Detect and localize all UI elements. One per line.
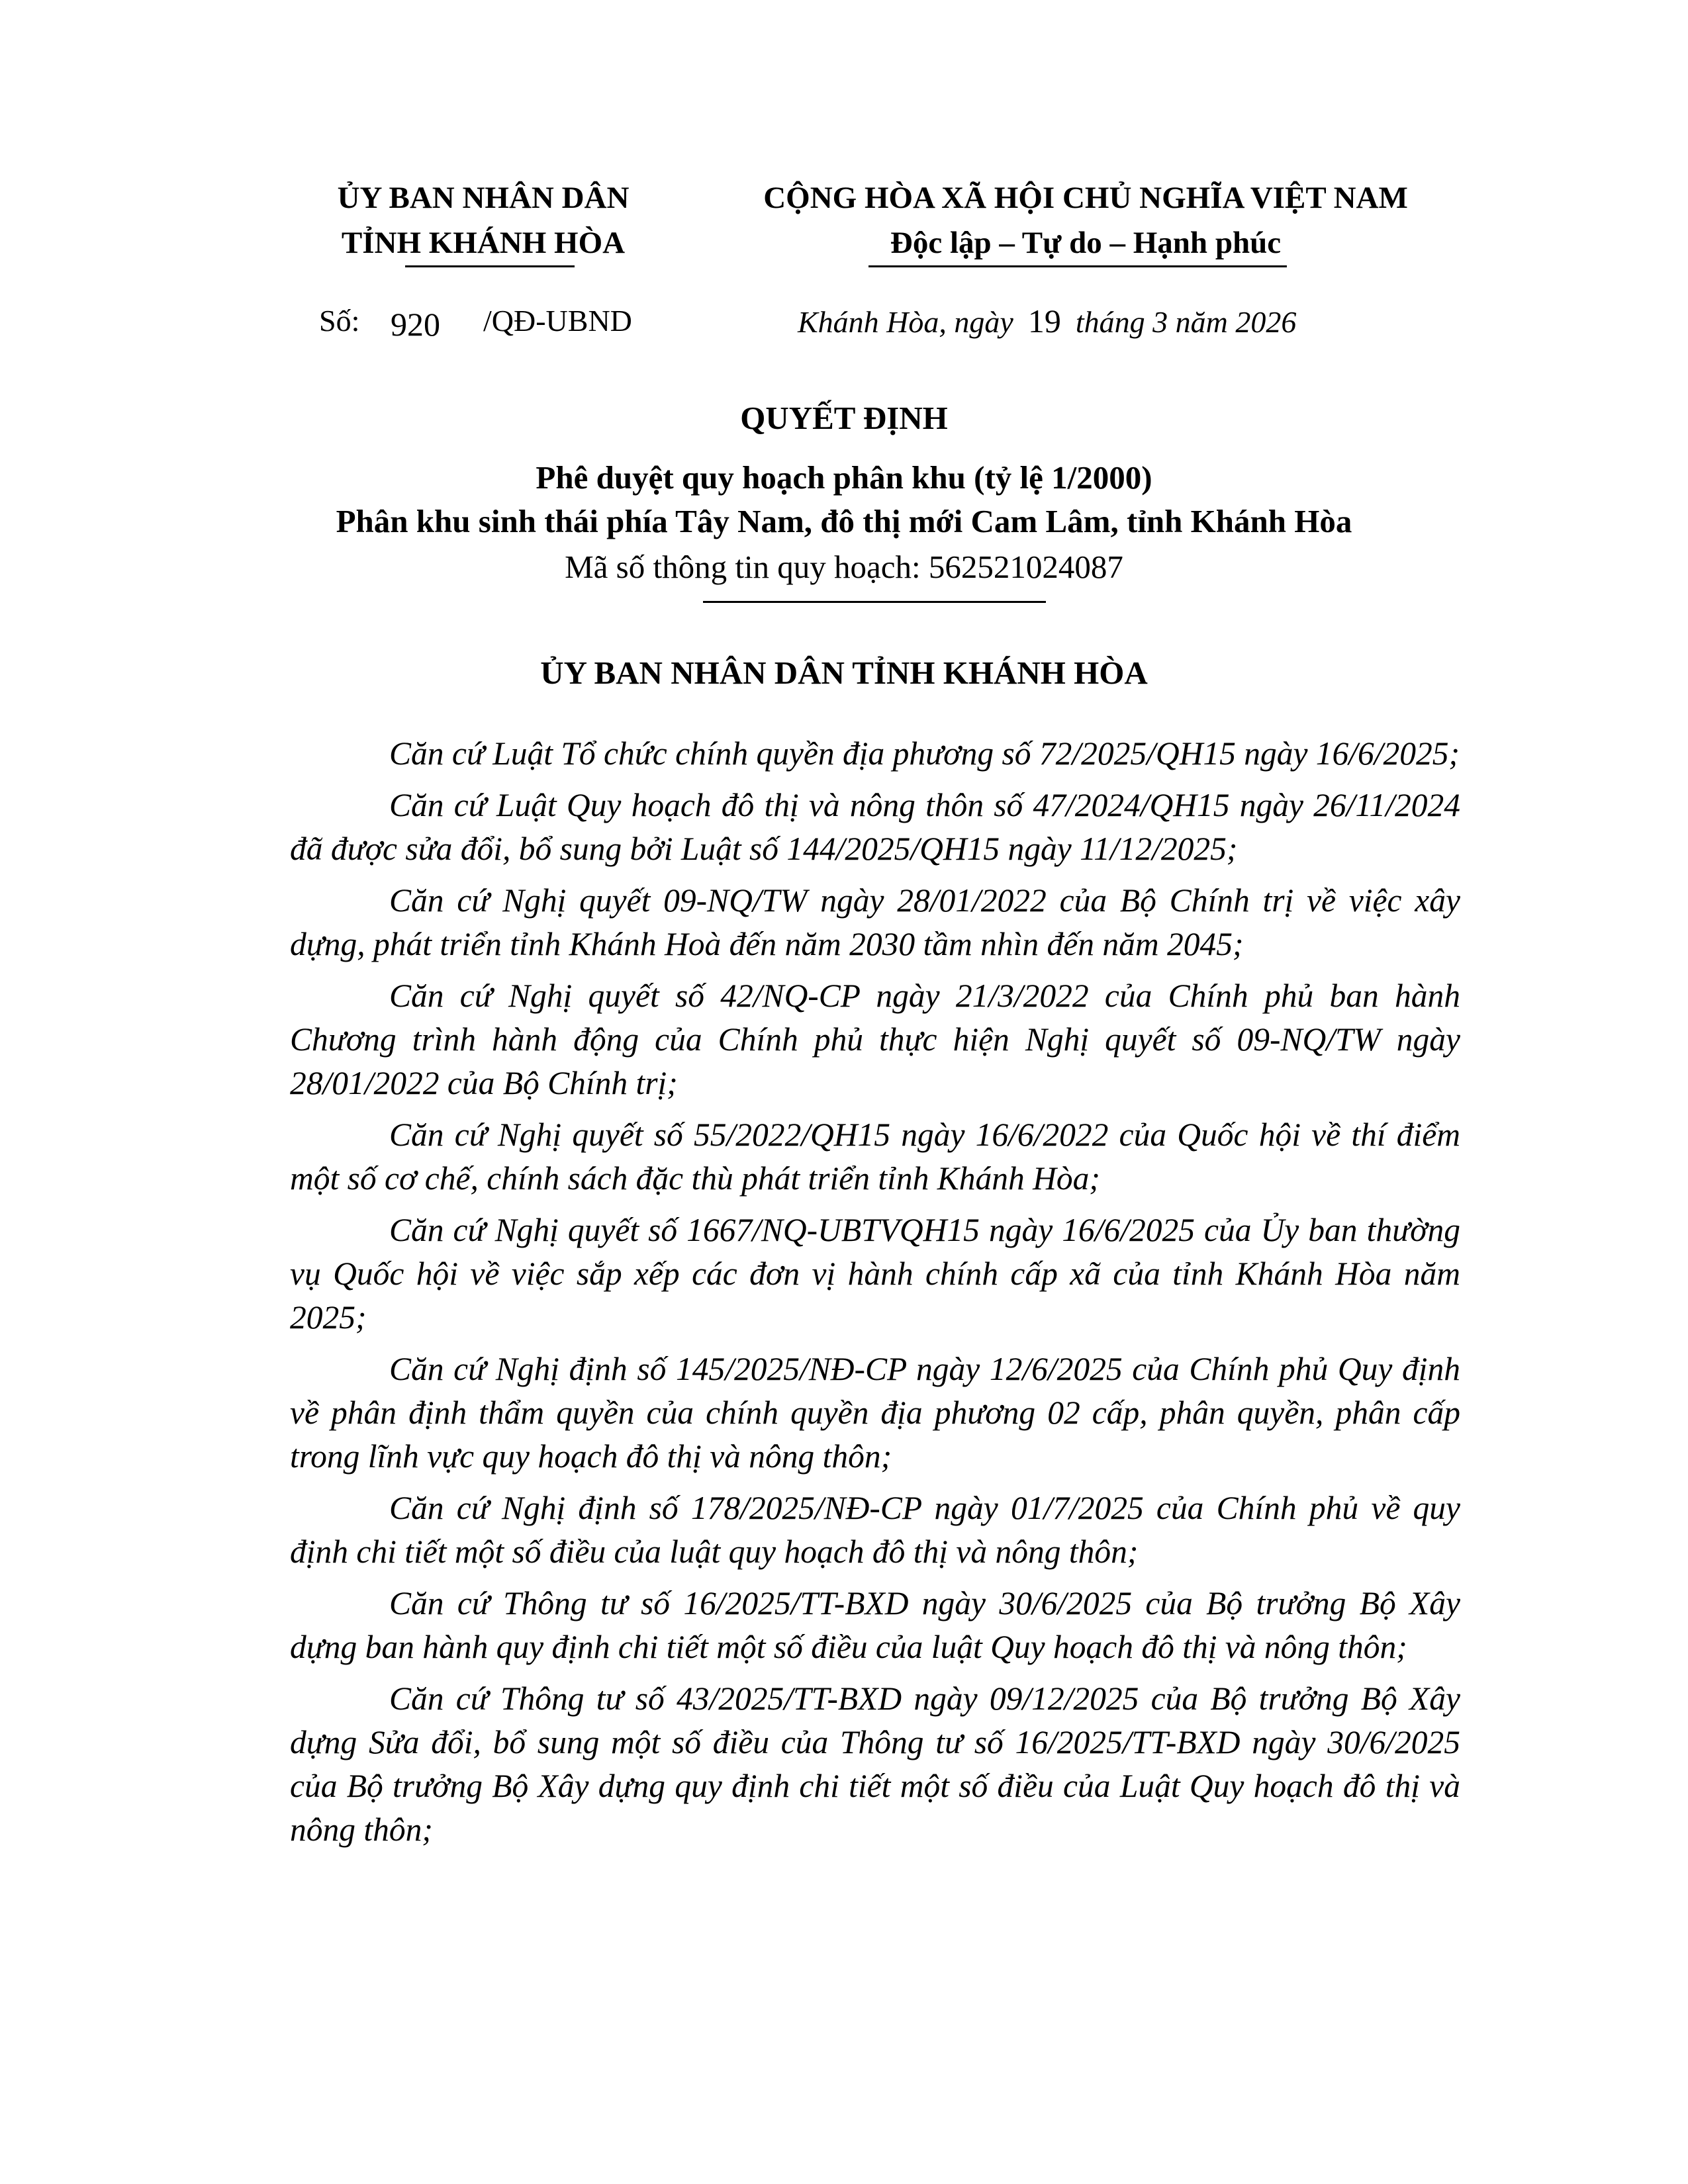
legal-basis-item: Căn cứ Nghị định số 145/2025/NĐ-CP ngày 12/6/2025 của Chính phủ Quy định về phân định thẩm quyền của chính quyền địa phương 02 cấp, phân quyền, phân cấp trong lĩnh vực quy hoạch đô thị và nông thôn; [290,1351,1460,1475]
legal-basis-item: Căn cứ Luật Quy hoạch đô thị và nông thôn số 47/2024/QH15 ngày 26/11/2024 đã được sửa đổi, bổ sung bởi Luật số 144/2025/QH15 ngày 11/12/2025; [290,787,1460,867]
country-name: CỘNG HÒA XÃ HỘI CHỦ NGHĨA VIỆT NAM [763,181,1408,215]
decision-subject-line-1: Phê duyệt quy hoạch phân khu (tỷ lệ 1/2000) [536,459,1152,496]
legal-basis-item: Căn cứ Nghị quyết 09-NQ/TW ngày 28/01/2022 của Bộ Chính trị về việc xây dựng, phát triển tỉnh Khánh Hoà đến năm 2030 tầm nhìn đến năm 2045; [290,882,1460,962]
national-title-block [688,175,1483,265]
agency-underline [405,265,575,267]
title-underline [703,601,1046,603]
document-number-label: Số: [319,304,360,338]
legal-basis-list [290,732,1460,1860]
legal-basis-item: Căn cứ Thông tư số 16/2025/TT-BXD ngày 30/6/2025 của Bộ trưởng Bộ Xây dựng ban hành quy định chi tiết một số điều của luật Quy hoạch đô thị và nông thôn; [290,1585,1460,1665]
agency-line-1: ỦY BAN NHÂN DÂN [337,181,630,215]
legal-basis-item: Căn cứ Nghị quyết số 42/NQ-CP ngày 21/3/2022 của Chính phủ ban hành Chương trình hành động của Chính phủ thực hiện Nghị quyết số 09-NQ/TW ngày 28/01/2022 của Bộ Chính trị; [290,978,1460,1101]
motto-underline [868,265,1287,267]
planning-code-line: Mã số thông tin quy hoạch: 562521024087 [565,549,1123,585]
document-number-suffix: /QĐ-UBND [483,304,632,338]
legal-basis-item: Căn cứ Thông tư số 43/2025/TT-BXD ngày 09/12/2025 của Bộ trưởng Bộ Xây dựng Sửa đổi, bổ sung một số điều của Thông tư số 16/2025/TT-BXD ngày 30/6/2025 của Bộ trưởng Bộ Xây dựng quy định chi tiết một số điều của Luật Quy hoạch đô thị và nông thôn; [290,1680,1460,1848]
legal-basis-item: Căn cứ Luật Tổ chức chính quyền địa phương số 72/2025/QH15 ngày 16/6/2025; [389,735,1460,772]
legal-basis-item: Căn cứ Nghị quyết số 1667/NQ-UBTVQH15 ngày 16/6/2025 của Ủy ban thường vụ Quốc hội về việc sắp xếp các đơn vị hành chính cấp xã của tỉnh Khánh Hòa năm 2025; [290,1212,1460,1336]
legal-basis-item: Căn cứ Nghị quyết số 55/2022/QH15 ngày 16/6/2022 của Quốc hội về thí điểm một số cơ chế, chính sách đặc thù phát triển tỉnh Khánh Hòa; [290,1116,1460,1197]
decision-subject-line-2: Phân khu sinh thái phía Tây Nam, đô thị mới Cam Lâm, tỉnh Khánh Hòa [336,503,1352,539]
legal-basis-item: Căn cứ Nghị định số 178/2025/NĐ-CP ngày 01/7/2025 của Chính phủ về quy định chi tiết một số điều của luật quy hoạch đô thị và nông thôn; [290,1490,1460,1570]
issuing-authority-heading: ỦY BAN NHÂN DÂN TỈNH KHÁNH HÒA [540,655,1148,691]
date-suffix: tháng 3 năm 2026 [1075,305,1297,339]
issuing-agency-block [278,175,688,265]
agency-line-2: TỈNH KHÁNH HÒA [341,226,626,260]
national-motto: Độc lập – Tự do – Hạnh phúc [890,226,1282,260]
document-number-value: 920 [391,306,440,343]
date-day: 19 [1027,302,1061,340]
issue-date [798,301,1296,342]
document-type-title: QUYẾT ĐỊNH [740,400,948,436]
date-prefix: Khánh Hòa, ngày [798,305,1013,339]
